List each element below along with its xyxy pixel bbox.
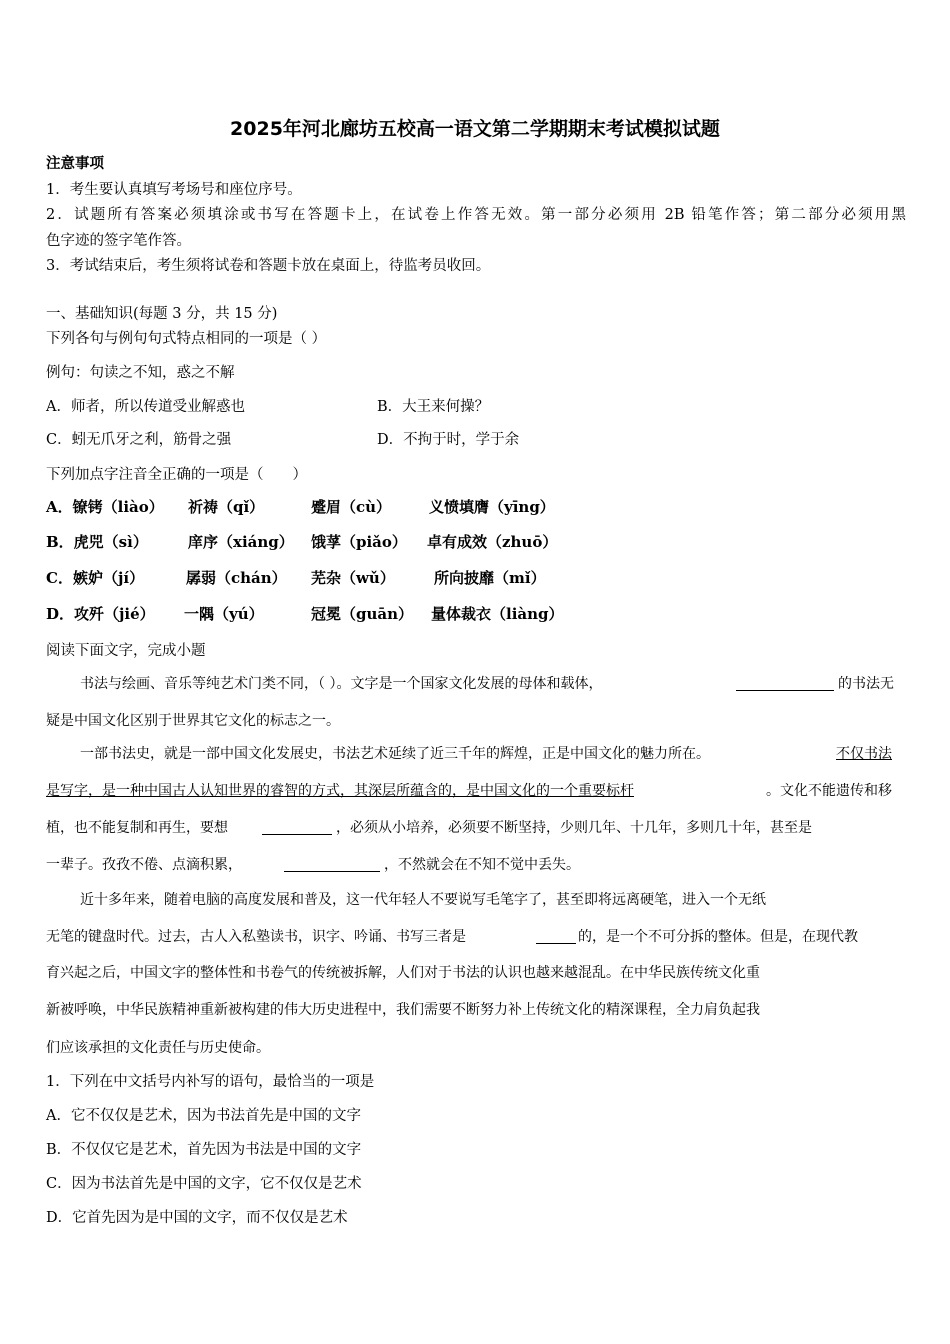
page-title: 2025年河北廊坊五校高一语文第二学期期末考试模拟试题 [230, 118, 720, 140]
notice-item-2: 2．试题所有答案必须填涂或书写在答题卡上，在试卷上作答无效。第一部分必须用 2B 铅笔作答；第二部分必须用黑 [46, 207, 906, 223]
q2-d-4: 量体裁衣（liàng） [431, 605, 564, 623]
p3-line5: 们应该承担的文化责任与历史使命。 [46, 1040, 270, 1056]
p2-line4-start: 一辈子。孜孜不倦、点滴积累， [46, 857, 242, 873]
p1-line1-start: 书法与绘画、音乐等纯艺术门类不同，（ ）。文字是一个国家文化发展的母体和载体， [80, 676, 603, 692]
notice-heading: 注意事项 [46, 155, 104, 172]
p2-underlined-sentence: 是写字，是一种中国古人认知世界的睿智的方式，其深层所蕴含的，是中国文化的一个重要标杆 [46, 783, 634, 799]
q2-b-4: 卓有成效（zhuō） [427, 533, 558, 551]
p2-line1-start: 一部书法史，就是一部中国文化发展史，书法艺术延续了近三千年的辉煌，正是中国文化的魅力所在。 [80, 746, 710, 762]
p1-line2: 疑是中国文化区别于世界其它文化的标志之一。 [46, 713, 340, 729]
p3-line2-start: 无笔的键盘时代。过去，古人入私塾读书，识字、吟诵、书写三者是 [46, 929, 466, 945]
q2-a-4: 义愤填膺（yīng） [429, 498, 555, 516]
q2-b-3: 饿莩（piǎo） [311, 533, 407, 551]
q1-option-b: B．大王来何操？ [377, 399, 490, 415]
sub1-option-a: A．它不仅仅是艺术，因为书法首先是中国的文字 [46, 1108, 361, 1124]
q2-a-2: 祈祷（qǐ） [188, 498, 265, 516]
q2-c-4: 所向披靡（mǐ） [434, 569, 546, 587]
p3-line4: 新被呼唤，中华民族精神重新被构建的伟大历史进程中，我们需要不断努力补上传统文化的精深课程，全力肩负起我 [46, 1002, 760, 1018]
p2-line2-end: 。文化不能遗传和移 [766, 783, 892, 799]
p3-blank-4 [536, 929, 576, 944]
notice-item-1: 1．考生要认真填写考场号和座位序号。 [46, 182, 302, 198]
section-heading: 一、基础知识(每题 3 分，共 15 分) [46, 306, 278, 322]
q1-option-d: D．不拘于时，学于余 [377, 432, 520, 448]
q2-b-2: 庠序（xiáng） [188, 533, 294, 551]
reading-intro: 阅读下面文字，完成小题 [46, 643, 206, 659]
p2-line3-start: 植，也不能复制和再生，要想 [46, 820, 228, 836]
q2-d-2: 一隅（yú） [184, 605, 264, 623]
q2-b-1: B．虎兕（sì） [46, 533, 148, 551]
sub1-option-b: B．不仅仅它是艺术，首先因为书法是中国的文字 [46, 1142, 362, 1158]
q1-option-a: A．师者，所以传道受业解惑也 [46, 399, 245, 415]
p3-line3: 育兴起之后，中国文字的整体性和书卷气的传统被拆解，人们对于书法的认识也越来越混乱。在中华民族传统文化重 [46, 965, 760, 981]
q2-d-1: D．攻歼（jié） [46, 605, 155, 623]
q1-option-c: C．蚓无爪牙之利，筋骨之强 [46, 432, 232, 448]
p1-blank-1 [736, 676, 834, 691]
q2-a-1: A．镣铐（liào） [46, 498, 164, 516]
p2-blank-3 [284, 857, 380, 872]
p3-line2-end: 的，是一个不可分拆的整体。但是，在现代教 [578, 929, 858, 945]
q2-c-2: 孱弱（chán） [186, 569, 287, 587]
q2-a-3: 蹙眉（cù） [311, 498, 392, 516]
sub1-option-c: C．因为书法首先是中国的文字，它不仅仅是艺术 [46, 1176, 362, 1192]
p1-line1-end: 的书法无 [838, 676, 894, 692]
q2-stem: 下列加点字注音全正确的一项是（ ） [46, 467, 307, 483]
q1-stem: 下列各句与例句句式特点相同的一项是（ ） [46, 331, 327, 347]
notice-item-3: 3．考试结束后，考生须将试卷和答题卡放在桌面上，待监考员收回。 [46, 258, 491, 274]
p2-blank-2 [262, 820, 332, 835]
p2-underlined-start: 不仅书法 [836, 746, 892, 762]
p3-line1: 近十多年来，随着电脑的高度发展和普及，这一代年轻人不要说写毛笔字了，甚至即将远离硬笔，进入一个无纸 [80, 892, 766, 908]
q2-c-1: C．嫉妒（jí） [46, 569, 145, 587]
sub1-stem: 1．下列在中文括号内补写的语句，最恰当的一项是 [46, 1074, 375, 1090]
q2-c-3: 芜杂（wǔ） [311, 569, 395, 587]
q1-example: 例句：句读之不知，惑之不解 [46, 365, 235, 381]
p2-line3-end: ，必须从小培养，必须要不断坚持，少则几年、十几年，多则几十年，甚至是 [336, 820, 812, 836]
notice-item-2-cont: 色字迹的签字笔作答。 [46, 233, 191, 249]
q2-d-3: 冠冕（guān） [311, 605, 414, 623]
sub1-option-d: D．它首先因为是中国的文字，而不仅仅是艺术 [46, 1210, 348, 1226]
p2-line4-end: ，不然就会在不知不觉中丢失。 [384, 857, 580, 873]
